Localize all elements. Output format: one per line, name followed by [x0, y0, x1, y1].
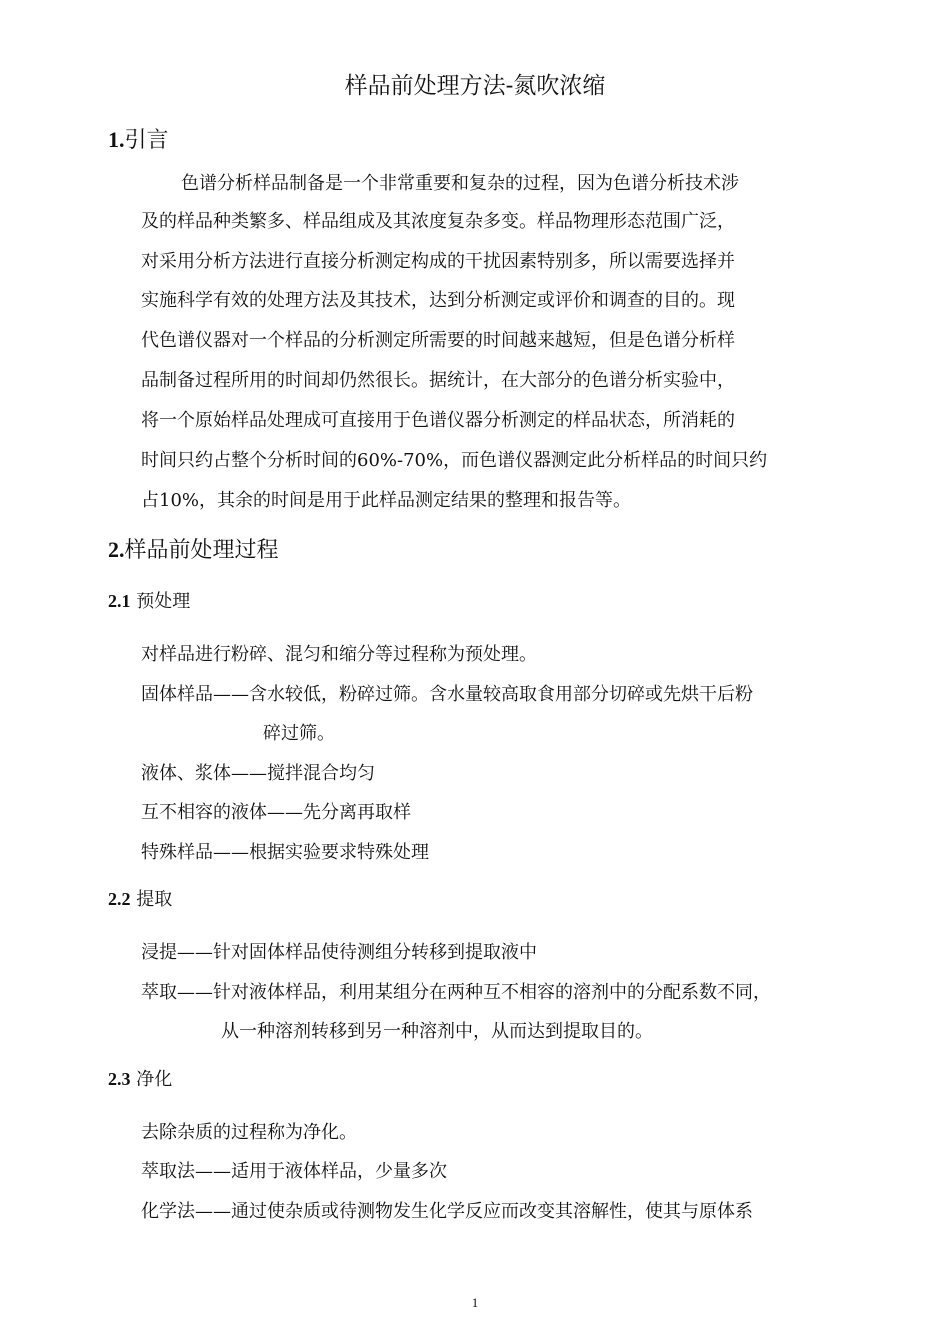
- paragraph-line: 碎过筛。: [263, 723, 335, 744]
- paragraph-line: 色谱分析样品制备是一个非常重要和复杂的过程，因为色谱分析技术涉: [181, 173, 739, 194]
- section-number: 1.: [108, 127, 125, 152]
- section-title: 样品前处理过程: [124, 538, 279, 563]
- subsection-2-2-heading: [108, 886, 172, 913]
- page-number: 1: [471, 1295, 479, 1310]
- subsection-title: 净化: [136, 1069, 173, 1090]
- paragraph-line: 品制备过程所用的时间却仍然很长。据统计，在大部分的色谱分析实验中，: [141, 370, 735, 391]
- section-title: 引言: [124, 128, 169, 153]
- subsection-2-3-heading: [108, 1066, 172, 1093]
- paragraph-line: 及的样品种类繁多、样品组成及其浓度复杂多变。样品物理形态范围广泛，: [141, 211, 735, 232]
- paragraph-line: 去除杂质的过程称为净化。: [141, 1122, 357, 1143]
- paragraph-line: 时间只约占整个分析时间的60%-70%，而色谱仪器测定此分析样品的时间只约: [141, 450, 768, 471]
- paragraph-line: 占10%，其余的时间是用于此样品测定结果的整理和报告等。: [141, 490, 632, 511]
- paragraph-line: 固体样品——含水较低，粉碎过筛。含水量较高取食用部分切碎或先烘干后粉: [141, 684, 753, 705]
- paragraph-line: 萃取——针对液体样品，利用某组分在两种互不相容的溶剂中的分配系数不同，: [141, 982, 771, 1003]
- paragraph-line: 从一种溶剂转移到另一种溶剂中，从而达到提取目的。: [221, 1021, 653, 1042]
- paragraph-line: 代色谱仪器对一个样品的分析测定所需要的时间越来越短，但是色谱分析样: [141, 330, 735, 351]
- paragraph-line: 液体、浆体——搅拌混合均匀: [141, 763, 375, 784]
- subsection-title: 提取: [136, 889, 173, 910]
- subsection-number: 2.3: [108, 1069, 131, 1089]
- paragraph-line: 浸提——针对固体样品使待测组分转移到提取液中: [141, 942, 537, 963]
- paragraph-line: 对采用分析方法进行直接分析测定构成的干扰因素特别多，所以需要选择并: [141, 251, 735, 272]
- paragraph-line: 对样品进行粉碎、混匀和缩分等过程称为预处理。: [141, 644, 537, 665]
- subsection-number: 2.2: [108, 889, 131, 909]
- document-title: 样品前处理方法-氮吹浓缩: [344, 73, 606, 99]
- section-2-heading: [108, 535, 279, 566]
- paragraph-line: 将一个原始样品处理成可直接用于色谱仪器分析测定的样品状态，所消耗的: [141, 410, 735, 431]
- subsection-title: 预处理: [136, 591, 191, 612]
- section-number: 2.: [108, 537, 125, 562]
- paragraph-line: 萃取法——适用于液体样品，少量多次: [141, 1161, 447, 1182]
- subsection-2-1-heading: [108, 588, 190, 615]
- paragraph-line: 化学法——通过使杂质或待测物发生化学反应而改变其溶解性，使其与原体系: [141, 1201, 753, 1222]
- paragraph-line: 实施科学有效的处理方法及其技术，达到分析测定或评价和调查的目的。现: [141, 290, 735, 311]
- section-1-heading: [108, 125, 169, 156]
- paragraph-line: 特殊样品——根据实验要求特殊处理: [141, 842, 429, 863]
- paragraph-line: 互不相容的液体——先分离再取样: [141, 802, 411, 823]
- subsection-number: 2.1: [108, 591, 131, 611]
